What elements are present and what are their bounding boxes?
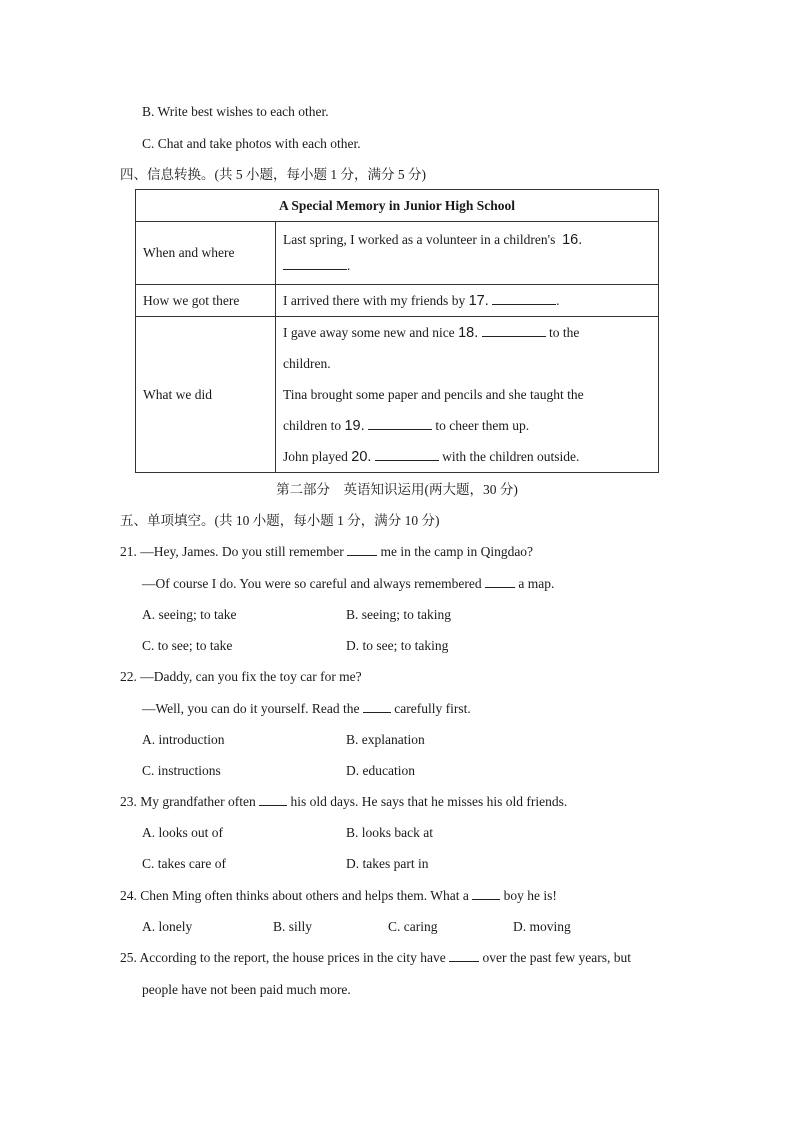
option-b[interactable]: B. looks back at [346, 825, 433, 840]
table-row [136, 222, 659, 285]
answer-blank-18[interactable] [482, 324, 546, 337]
question-22-reply: —Well, you can do it yourself. Read the carefully first. [142, 701, 471, 716]
option-d[interactable]: D. takes part in [346, 856, 429, 871]
answer-blank[interactable] [485, 575, 515, 588]
option-d[interactable]: D. moving [513, 919, 571, 934]
option-a[interactable]: A. introduction [142, 732, 225, 747]
answer-blank[interactable] [472, 887, 500, 900]
blank-number-20: 20. [351, 449, 372, 465]
answer-blank-17[interactable] [492, 292, 556, 305]
question-22: 22. —Daddy, can you fix the toy car for me? [120, 669, 362, 684]
row-label-what: What we did [136, 317, 276, 473]
option-d[interactable]: D. education [346, 763, 415, 778]
option-c[interactable]: C. to see; to take [142, 638, 233, 653]
table-row [136, 317, 659, 473]
question-23: 23. My grandfather often his old days. He says that he misses his old friends. [120, 794, 568, 809]
info-table [135, 189, 659, 473]
option-a[interactable]: A. seeing; to take [142, 607, 237, 622]
section4-heading: 四、信息转换。(共 5 小题，每小题 1 分，满分 5 分) [120, 167, 426, 182]
question-21: 21. —Hey, James. Do you still remember me in the camp in Qingdao? [120, 544, 534, 559]
option-d[interactable]: D. to see; to taking [346, 638, 449, 653]
row-content-what: I gave away some new and nice 18. to the children. Tina brought some paper and pencils and she taught the children to 19. to cheer them up. John played 20. with the children outside. [276, 317, 659, 473]
question-24: 24. Chen Ming often thinks about others and helps them. What a boy he is! [120, 888, 557, 903]
option-b[interactable]: B. seeing; to taking [346, 607, 451, 622]
row-label-when-where: When and where [136, 222, 276, 285]
table-title: A Special Memory in Junior High School [136, 190, 659, 222]
table-row [136, 285, 659, 317]
question-25-continued: people have not been paid much more. [142, 982, 351, 997]
answer-blank-19[interactable] [368, 417, 432, 430]
question-21-reply: —Of course I do. You were so careful and always remembered a map. [142, 576, 555, 591]
answer-blank[interactable] [347, 543, 377, 556]
option-b: B. Write best wishes to each other. [142, 104, 329, 119]
row-content-how: I arrived there with my friends by 17. . [276, 285, 659, 317]
option-c[interactable]: C. instructions [142, 763, 221, 778]
answer-blank-16[interactable] [283, 257, 347, 270]
option-b[interactable]: B. silly [273, 919, 313, 934]
option-c[interactable]: C. caring [388, 919, 438, 934]
part2-heading: 第二部分 英语知识运用(两大题，30 分) [276, 482, 518, 497]
answer-blank[interactable] [363, 700, 391, 713]
question-25: 25. According to the report, the house prices in the city have over the past few years, but [120, 950, 631, 965]
section5-heading: 五、单项填空。(共 10 小题，每小题 1 分，满分 10 分) [120, 513, 440, 528]
answer-blank-20[interactable] [375, 448, 439, 461]
blank-number-16: 16. [562, 231, 583, 248]
blank-number-18: 18. [458, 325, 479, 341]
answer-blank[interactable] [259, 793, 287, 806]
blank-number-19: 19. [344, 418, 365, 434]
option-c: C. Chat and take photos with each other. [142, 136, 361, 151]
blank-number-17: 17. [468, 293, 489, 309]
option-b[interactable]: B. explanation [346, 732, 425, 747]
answer-blank[interactable] [449, 949, 479, 962]
row-label-how: How we got there [136, 285, 276, 317]
row-content-when-where: Last spring, I worked as a volunteer in a children's 16. . [276, 222, 659, 285]
option-c[interactable]: C. takes care of [142, 856, 226, 871]
option-a[interactable]: A. looks out of [142, 825, 223, 840]
option-a[interactable]: A. lonely [142, 919, 193, 934]
